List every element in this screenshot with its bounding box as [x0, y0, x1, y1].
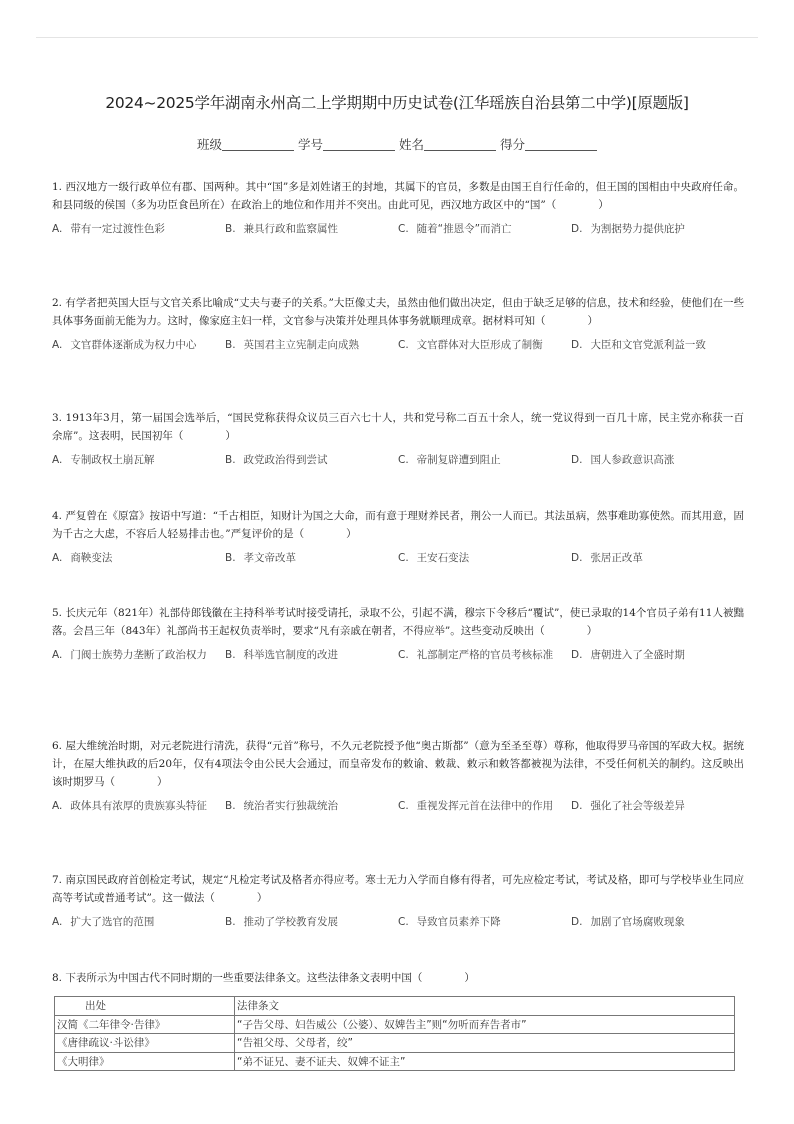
options-row	[52, 221, 744, 237]
option-c[interactable]: C. 重视发挥元首在法律中的作用	[398, 800, 554, 812]
number-label: 学号	[297, 137, 323, 152]
option-d[interactable]: D. 为割据势力提供庇护	[571, 223, 685, 235]
option-a[interactable]: A. 商鞅变法	[52, 552, 113, 564]
name-blank	[424, 139, 496, 151]
student-info-line	[0, 135, 794, 153]
option-b[interactable]: B. 英国君主立宪制走向成熟	[225, 339, 360, 351]
question-stem: 7. 南京国民政府首创检定考试，规定“凡检定考试及格者亦得应考。寒士无力入学而自修有得者，可先应检定考试，考试及格，即可与学校毕业生同应高等考试或普通考试”。这一做法（ ）	[52, 874, 744, 904]
question-stem: 4. 严复曾在《原富》按语中写道：“千古相臣，知财计为国之大命，而有意于理财养民者，荆公一人而已。其法虽病，然事难助寡使然。而其用意，固为千古之大虑，不容后人轻易排击也。”严复评价的是（ ）	[52, 510, 744, 540]
option-c[interactable]: C. 随着“推恩令”而消亡	[398, 223, 512, 235]
page-title: 2024~2025学年湖南永州高二上学期期中历史试卷(江华瑶族自治县第二中学)[原题版]	[105, 94, 689, 112]
option-a[interactable]: A. 扩大了选官的范围	[52, 916, 155, 928]
option-d[interactable]: D. 加剧了官场腐败现象	[571, 916, 685, 928]
option-c[interactable]: C. 文官群体对大臣形成了制衡	[398, 339, 543, 351]
table-row	[55, 1052, 735, 1071]
option-b[interactable]: B. 科举选官制度的改进	[225, 649, 339, 661]
option-b[interactable]: B. 兼具行政和监察属性	[225, 223, 339, 235]
score-label: 得分	[499, 137, 525, 152]
header-rule	[36, 37, 758, 38]
source-cell: 汉简《二年律令·告律》	[55, 1015, 235, 1034]
option-d[interactable]: D. 唐朝进入了全盛时期	[571, 649, 685, 661]
law-table	[54, 996, 735, 1071]
option-a[interactable]: A. 文官群体逐渐成为权力中心	[52, 339, 197, 351]
options-row	[52, 550, 744, 566]
option-b[interactable]: B. 政党政治得到尝试	[225, 454, 328, 466]
option-c[interactable]: C. 礼部制定严格的官员考核标准	[398, 649, 554, 661]
question-6	[52, 737, 744, 814]
class-blank	[222, 139, 294, 151]
option-a[interactable]: A. 政体具有浓厚的贵族寡头特征	[52, 800, 207, 812]
question-1	[52, 178, 744, 237]
source-cell: 《唐律疏议·斗讼律》	[55, 1034, 235, 1053]
option-b[interactable]: B. 推动了学校教育发展	[225, 916, 339, 928]
options-row	[52, 798, 744, 814]
class-label: 班级	[196, 137, 222, 152]
provision-cell: “弟不证兄、妻不证夫、奴婢不证主”	[235, 1052, 735, 1071]
question-stem: 1. 西汉地方一级行政单位有郡、国两种。其中“国”多是刘姓诸王的封地，其属下的官员，多数是由国王自行任命的，但王国的国相由中央政府任命。和县同级的侯国（多为功臣食邑所在）在政治上的地位和作用并不突出。由此可见，西汉地方政区中的“国”（ ）	[52, 181, 744, 211]
question-stem: 6. 屋大维统治时期，对元老院进行清洗，获得“元首”称号，不久元老院授予他“奥古斯都”（意为至圣至尊）尊称，他取得罗马帝国的军政大权。据统计，在屋大维执政的后20年，仅有4项法令由公民大会通过，而皇帝发布的敕谕、敕裁、敕示和敕答都被视为法律，不受任何机关的制约。这反映出该时期罗马（ ）	[52, 740, 744, 788]
option-c[interactable]: C. 帝制复辟遭到阻止	[398, 454, 501, 466]
option-c[interactable]: C. 王安石变法	[398, 552, 470, 564]
question-stem: 3. 1913年3月，第一届国会选举后，“国民党称获得众议员三百六七十人，共和党号称二百五十余人，统一党议得到一百几十席，民主党亦称获一百余席”。这表明，民国初年（ ）	[52, 412, 744, 442]
question-5	[52, 604, 744, 663]
table-row	[55, 1015, 735, 1034]
question-4	[52, 507, 744, 566]
question-stem: 2. 有学者把英国大臣与文官关系比喻成“丈夫与妻子的关系。”大臣像丈夫，虽然由他们做出决定，但由于缺乏足够的信息，技术和经验，使他们在一些具体事务面前无能为力。这时，像家庭主妇一样，文官参与决策并处理具体事务就顺理成章。据材料可知（ ）	[52, 297, 744, 327]
option-b[interactable]: B. 孝文帝改革	[225, 552, 297, 564]
question-7	[52, 871, 744, 930]
name-label: 姓名	[398, 137, 424, 152]
column-header-source: 出处	[55, 997, 235, 1016]
option-a[interactable]: A. 门阀士族势力垄断了政治权力	[52, 649, 207, 661]
options-row	[52, 914, 744, 930]
question-8	[52, 969, 744, 987]
options-row	[52, 452, 744, 468]
option-d[interactable]: D. 大臣和文官党派利益一致	[571, 339, 706, 351]
option-a[interactable]: A. 专制政权土崩瓦解	[52, 454, 155, 466]
provision-cell: “子告父母、妇告威公（公婆）、奴婢告主”则“勿听而弃告者市”	[235, 1015, 735, 1034]
table-row	[55, 1034, 735, 1053]
question-2	[52, 294, 744, 353]
option-d[interactable]: D. 国人参政意识高涨	[571, 454, 675, 466]
options-row	[52, 647, 744, 663]
source-cell: 《大明律》	[55, 1052, 235, 1071]
option-a[interactable]: A. 带有一定过渡性色彩	[52, 223, 165, 235]
column-header-provision: 法律条文	[235, 997, 735, 1016]
options-row	[52, 337, 744, 353]
score-blank	[525, 139, 597, 151]
question-stem: 8. 下表所示为中国古代不同时期的一些重要法律条文。这些法律条文表明中国（ ）	[52, 972, 475, 984]
question-3	[52, 409, 744, 468]
provision-cell: “告祖父母、父母者，绞”	[235, 1034, 735, 1053]
question-stem: 5. 长庆元年（821年）礼部侍郎钱徽在主持科举考试时接受请托，录取不公，引起不满，穆宗下令移后“覆试”，使已录取的14个官员子弟有11人被黜落。会昌三年（843年）礼部尚书王起权负责举时，要求“凡有亲戚在朝者，不得应举”。这些变动反映出（ ）	[52, 607, 744, 637]
table-header-row	[55, 997, 735, 1016]
option-d[interactable]: D. 强化了社会等级差异	[571, 800, 685, 812]
option-c[interactable]: C. 导致官员素养下降	[398, 916, 501, 928]
option-b[interactable]: B. 统治者实行独裁统治	[225, 800, 339, 812]
number-blank	[323, 139, 395, 151]
option-d[interactable]: D. 张居正改革	[571, 552, 643, 564]
